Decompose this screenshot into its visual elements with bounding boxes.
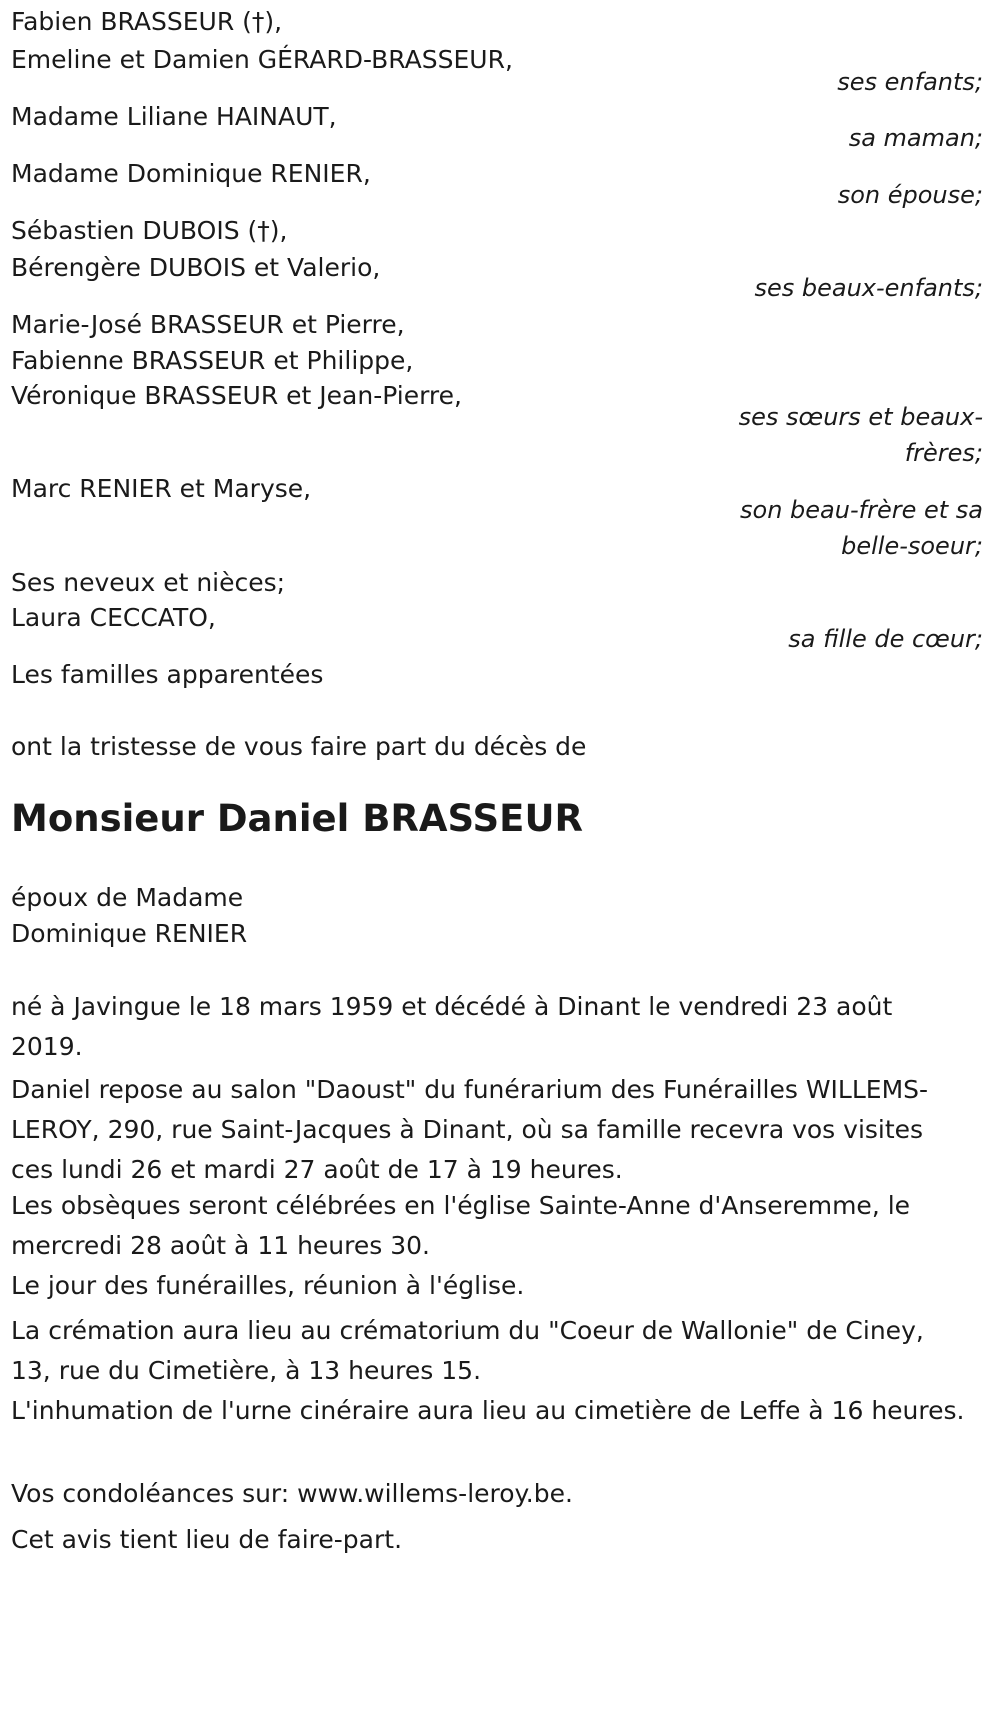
family-member-line: Marc RENIER et Maryse, <box>11 474 312 503</box>
spouse-line: époux de Madame <box>11 883 244 912</box>
family-member-line: Bérengère DUBOIS et Valerio, <box>11 253 381 282</box>
family-member-line: Les familles apparentées <box>11 660 324 689</box>
funeral-paragraph: Les obsèques seront célébrées en l'église Sainte-Anne d'Anseremme, le mercredi 28 août à 11 heures 30. <box>11 1191 911 1260</box>
spouse-line: Dominique RENIER <box>11 919 248 948</box>
notice-paragraph: Cet avis tient lieu de faire-part. <box>11 1525 403 1554</box>
burial-paragraph: L'inhumation de l'urne cinéraire aura lieu au cimetière de Leffe à 16 heures. <box>11 1396 965 1425</box>
cremation-paragraph: La crémation aura lieu au crématorium du "Coeur de Wallonie" de Ciney, 13, rue du Cimetière, à 13 heures 15. <box>11 1316 924 1385</box>
birth-death-paragraph: né à Javingue le 18 mars 1959 et décédé à Dinant le vendredi 23 août 2019. <box>11 992 893 1061</box>
condolences-paragraph: Vos condoléances sur: www.willems-leroy.be. <box>11 1479 573 1508</box>
relationship-label: son beau-frère et sa <box>740 496 983 524</box>
family-member-line: Ses neveux et nièces; <box>11 568 286 597</box>
relationship-label: ses sœurs et beaux- <box>738 403 983 431</box>
relationship-label: son épouse; <box>837 181 983 209</box>
family-member-line: Emeline et Damien GÉRARD-BRASSEUR, <box>11 45 513 74</box>
family-member-line: Laura CECCATO, <box>11 603 216 632</box>
relationship-label: belle-soeur; <box>841 532 983 560</box>
family-member-line: Marie-José BRASSEUR et Pierre, <box>11 310 405 339</box>
meeting-paragraph: Le jour des funérailles, réunion à l'église. <box>11 1271 525 1300</box>
family-member-line: Madame Liliane HAINAUT, <box>11 102 337 131</box>
family-member-line: Fabienne BRASSEUR et Philippe, <box>11 346 414 375</box>
announcement-text: ont la tristesse de vous faire part du décès de <box>11 732 587 761</box>
family-member-line: Véronique BRASSEUR et Jean-Pierre, <box>11 381 462 410</box>
relationship-label: sa maman; <box>848 124 983 152</box>
family-member-line: Madame Dominique RENIER, <box>11 159 371 188</box>
family-member-line: Sébastien DUBOIS (†), <box>11 216 288 245</box>
deceased-name: Monsieur Daniel BRASSEUR <box>11 797 583 840</box>
relationship-label: frères; <box>904 439 983 467</box>
relationship-label: ses beaux-enfants; <box>754 274 983 302</box>
family-member-line: Fabien BRASSEUR (†), <box>11 7 283 36</box>
relationship-label: sa fille de cœur; <box>788 625 983 653</box>
visitation-paragraph: Daniel repose au salon "Daoust" du funérarium des Funérailles WILLEMS-LEROY, 290, rue Saint-Jacques à Dinant, où sa famille recevra vos visites ces lundi 26 et mardi 27 août de 17 à 19 heures. <box>11 1075 929 1184</box>
relationship-label: ses enfants; <box>837 68 983 96</box>
